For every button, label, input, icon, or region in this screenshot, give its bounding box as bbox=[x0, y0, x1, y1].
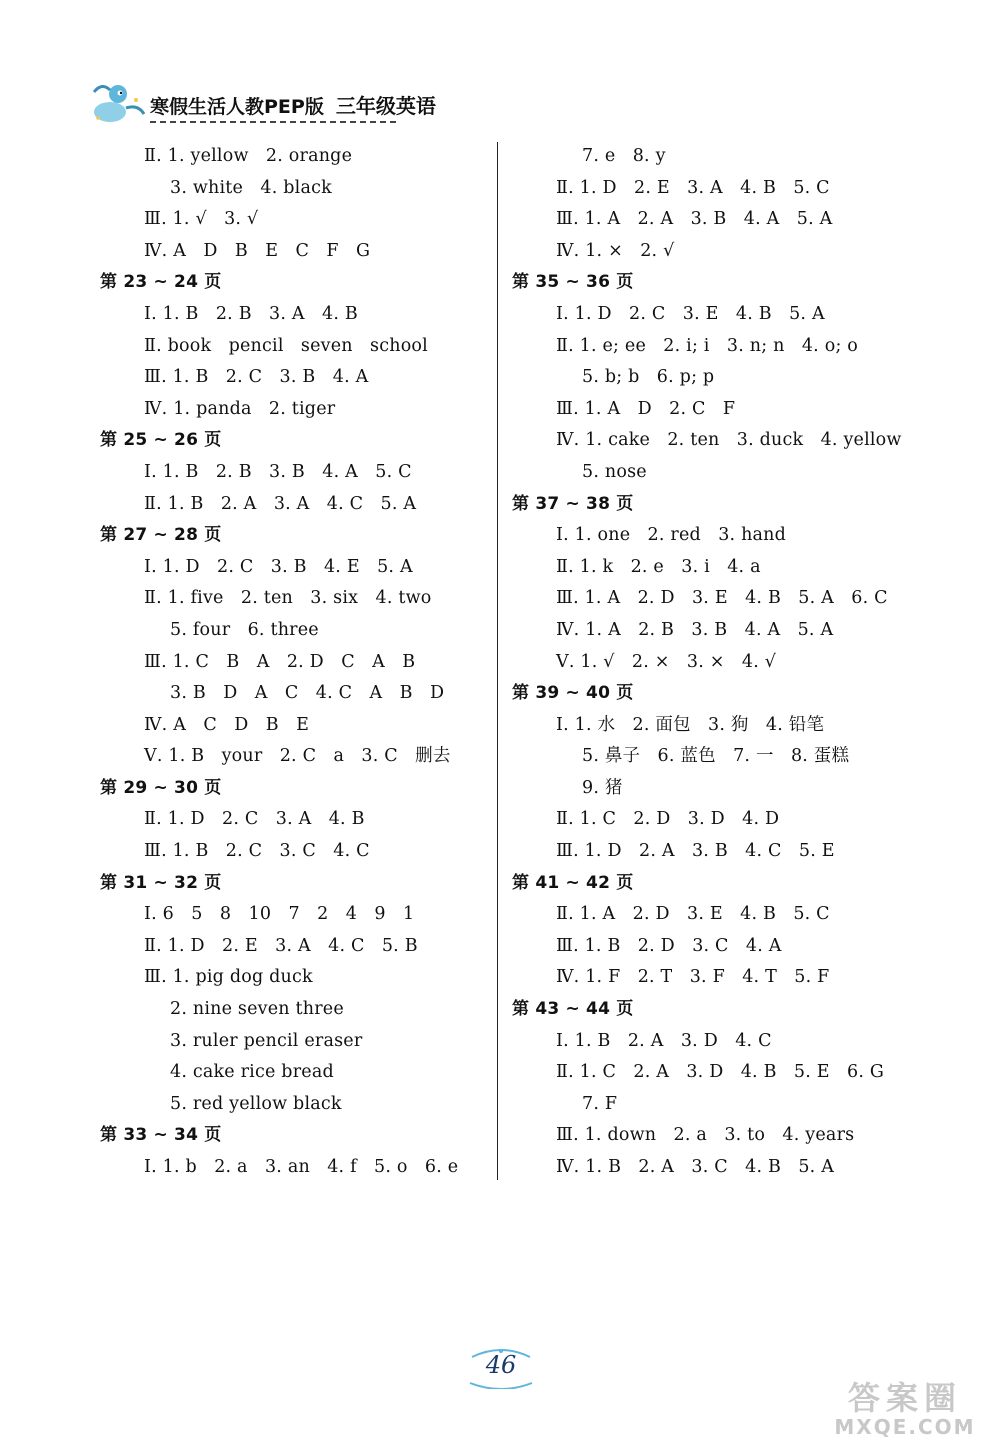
section-heading: 第 31 ~ 32 页 bbox=[100, 872, 222, 893]
answer-line: 3. ruler pencil eraser bbox=[170, 1030, 363, 1051]
answer-line: Ⅱ. 1. C 2. D 3. D 4. D bbox=[556, 809, 780, 830]
section-heading: 第 25 ~ 26 页 bbox=[100, 430, 222, 451]
answer-line: Ⅲ. 1. C B A 2. D C A B bbox=[144, 651, 416, 672]
answer-line: Ⅳ. A D B E C F G bbox=[144, 240, 371, 261]
section-heading: 第 27 ~ 28 页 bbox=[100, 525, 222, 546]
section-heading: 第 29 ~ 30 页 bbox=[100, 777, 222, 798]
answer-line: 5. red yellow black bbox=[170, 1093, 342, 1114]
answer-line: Ⅴ. 1. √ 2. × 3. × 4. √ bbox=[556, 651, 777, 672]
section-heading: 第 39 ~ 40 页 bbox=[512, 683, 634, 704]
section-heading: 第 41 ~ 42 页 bbox=[512, 872, 634, 893]
answer-line: Ⅰ. 1. 水 2. 面包 3. 狗 4. 铅笔 bbox=[556, 714, 825, 735]
answer-line: Ⅳ. 1. A 2. B 3. B 4. A 5. A bbox=[556, 619, 834, 640]
answer-line: Ⅱ. 1. D 2. C 3. A 4. B bbox=[144, 809, 365, 830]
answer-line: 3. B D A C 4. C A B D bbox=[170, 683, 445, 704]
subject-title: 三年级英语 bbox=[335, 94, 436, 118]
answer-line: Ⅳ. 1. F 2. T 3. F 4. T 5. F bbox=[556, 967, 830, 988]
watermark bbox=[820, 1380, 990, 1442]
answer-line: Ⅳ. 1. B 2. A 3. C 4. B 5. A bbox=[556, 1157, 835, 1177]
answer-line: 7. F bbox=[582, 1093, 618, 1114]
answer-line: 4. cake rice bread bbox=[170, 1062, 334, 1083]
cartoon-logo-icon bbox=[88, 78, 150, 128]
right-answer-column bbox=[512, 141, 912, 1184]
answer-line: Ⅰ. 1. B 2. B 3. A 4. B bbox=[144, 303, 358, 324]
answer-line: 5. 鼻子 6. 蓝色 7. 一 8. 蛋糕 bbox=[582, 746, 850, 767]
section-heading: 第 33 ~ 34 页 bbox=[100, 1125, 222, 1146]
answer-line: Ⅳ. 1. × 2. √ bbox=[556, 240, 675, 261]
answer-line: Ⅲ. 1. A D 2. C F bbox=[556, 398, 736, 419]
answer-line: Ⅲ. 1. B 2. C 3. C 4. C bbox=[144, 841, 370, 862]
answer-line: Ⅰ. 1. b 2. a 3. an 4. f 5. o 6. e bbox=[144, 1157, 459, 1177]
answer-line: Ⅱ. 1. five 2. ten 3. six 4. two bbox=[144, 588, 432, 609]
left-answer-column bbox=[100, 141, 490, 1184]
answer-line: 3. white 4. black bbox=[170, 177, 332, 198]
answer-line: Ⅱ. 1. e; ee 2. i; i 3. n; n 4. o; o bbox=[556, 335, 859, 356]
answer-line: Ⅰ. 1. one 2. red 3. hand bbox=[556, 525, 787, 546]
answer-line: 7. e 8. y bbox=[582, 146, 666, 166]
answer-line: Ⅰ. 1. D 2. C 3. E 4. B 5. A bbox=[556, 303, 825, 324]
watermark-url: MXQE.COM bbox=[834, 1415, 976, 1439]
answer-line: 2. nine seven three bbox=[170, 999, 344, 1020]
column-divider bbox=[497, 142, 498, 1180]
answer-line: Ⅱ. 1. yellow 2. orange bbox=[144, 146, 353, 166]
answer-line: Ⅰ. 6 5 8 10 7 2 4 9 1 bbox=[144, 904, 415, 925]
answer-line: Ⅰ. 1. D 2. C 3. B 4. E 5. A bbox=[144, 556, 413, 577]
answer-line: Ⅳ. A C D B E bbox=[144, 714, 310, 735]
section-heading: 第 23 ~ 24 页 bbox=[100, 272, 222, 293]
answer-line: 5. nose bbox=[582, 461, 647, 482]
answer-line: Ⅱ. 1. D 2. E 3. A 4. B 5. C bbox=[556, 177, 830, 198]
answer-line: Ⅲ. 1. A 2. D 3. E 4. B 5. A 6. C bbox=[556, 588, 888, 609]
header-title bbox=[150, 90, 436, 119]
watermark-logo-text: 答案圈 bbox=[847, 1379, 962, 1417]
header-underline bbox=[150, 121, 396, 123]
answer-line: Ⅱ. 1. A 2. D 3. E 4. B 5. C bbox=[556, 904, 830, 925]
answer-line: 5. b; b 6. p; p bbox=[582, 367, 715, 388]
answer-line: Ⅲ. 1. D 2. A 3. B 4. C 5. E bbox=[556, 841, 835, 862]
answer-line: Ⅱ. 1. B 2. A 3. A 4. C 5. A bbox=[144, 493, 417, 514]
answer-line: Ⅲ. 1. pig dog duck bbox=[144, 967, 313, 988]
section-heading: 第 35 ~ 36 页 bbox=[512, 272, 634, 293]
answer-line: Ⅴ. 1. B your 2. C a 3. C 删去 bbox=[144, 746, 451, 767]
answer-line: 9. 猪 bbox=[582, 777, 623, 798]
section-heading: 第 37 ~ 38 页 bbox=[512, 493, 634, 514]
answer-line: Ⅱ. book pencil seven school bbox=[144, 335, 428, 356]
page-number-badge bbox=[466, 1345, 536, 1389]
answer-line: Ⅱ. 1. D 2. E 3. A 4. C 5. B bbox=[144, 935, 418, 956]
section-heading: 第 43 ~ 44 页 bbox=[512, 999, 634, 1020]
answer-line: Ⅳ. 1. panda 2. tiger bbox=[144, 398, 336, 419]
answer-line: Ⅲ. 1. B 2. C 3. B 4. A bbox=[144, 367, 369, 388]
answer-line: Ⅲ. 1. B 2. D 3. C 4. A bbox=[556, 935, 782, 956]
answer-line: Ⅰ. 1. B 2. B 3. B 4. A 5. C bbox=[144, 461, 412, 482]
answer-line: Ⅱ. 1. C 2. A 3. D 4. B 5. E 6. G bbox=[556, 1062, 885, 1083]
answer-line: Ⅳ. 1. cake 2. ten 3. duck 4. yellow bbox=[556, 430, 902, 451]
answer-line: Ⅰ. 1. B 2. A 3. D 4. C bbox=[556, 1030, 772, 1051]
answer-line: Ⅲ. 1. A 2. A 3. B 4. A 5. A bbox=[556, 209, 833, 230]
series-title: 寒假生活人教PEP版 bbox=[150, 96, 324, 118]
answer-line: Ⅱ. 1. k 2. e 3. i 4. a bbox=[556, 556, 761, 577]
page-header bbox=[88, 78, 468, 128]
answer-line: 5. four 6. three bbox=[170, 619, 319, 640]
page-number: 46 bbox=[485, 1351, 517, 1379]
answer-line: Ⅲ. 1. √ 3. √ bbox=[144, 209, 259, 230]
answer-line: Ⅲ. 1. down 2. a 3. to 4. years bbox=[556, 1125, 855, 1146]
